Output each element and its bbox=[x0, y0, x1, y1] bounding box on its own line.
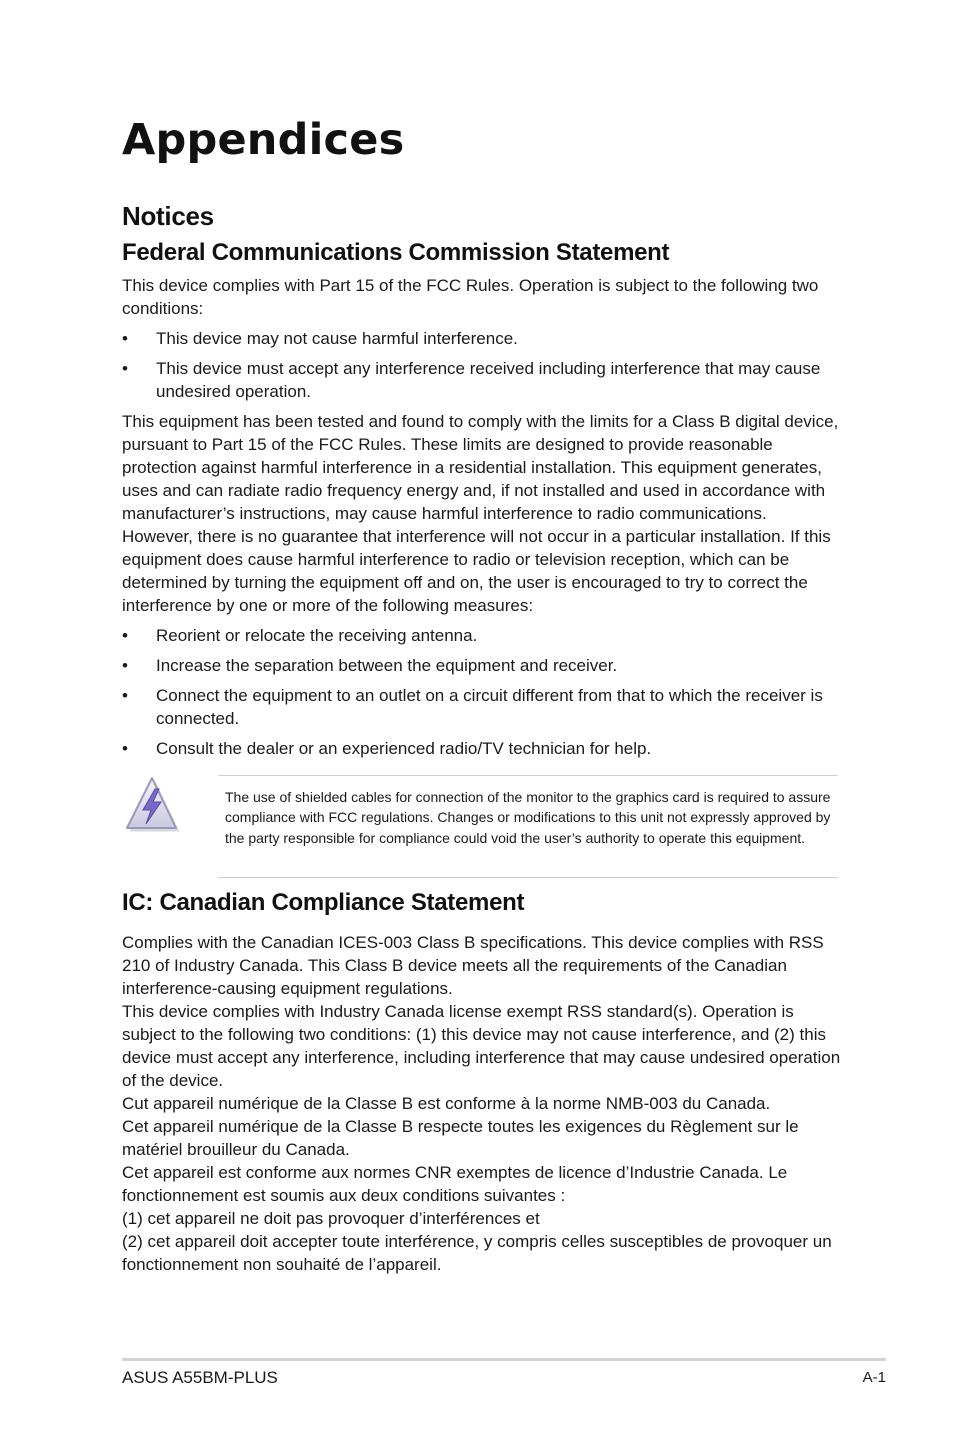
ic-paragraph: (2) cet appareil doit accepter toute interférence, y compris celles susceptibles de provoquer un fonctionnement non souhaité de l’appareil. bbox=[122, 1232, 832, 1274]
fcc-measure-text: Reorient or relocate the receiving antenna. bbox=[156, 626, 478, 645]
ic-paragraph: Complies with the Canadian ICES-003 Class B specifications. This device complies with RSS 210 of Industry Canada. This Class B device meets all the requirements of the Canadian interference-causing equipment regulations. bbox=[122, 933, 824, 998]
fcc-measure-text: Increase the separation between the equipment and receiver. bbox=[156, 656, 618, 675]
bullet-glyph: • bbox=[122, 739, 128, 758]
fcc-body: This equipment has been tested and found to comply with the limits for a Class B digital device, pursuant to Part 15 of the FCC Rules. These limits are designed to provide reasonable protection against harmful interference in a residential installation. This equipment generates, uses and can radiate radio frequency energy and, if not installed and used in accordance with manufacturer’s instructions, may cause harmful interference to radio communications. However, there is no guarantee that interference will not occur in a particular installation. If this equipment does cause harmful interference to radio or television reception, which can be determined by turning the equipment off and on, the user is encouraged to try to correct the interference by one or more of the following measures: bbox=[122, 412, 839, 615]
chapter-title: Appendices bbox=[122, 115, 405, 165]
ic-paragraph: This device complies with Industry Canada license exempt RSS standard(s). Operation is subject to the following two conditions: (1) this device may not cause interference, and (2) this device must accept any interference, including interference that may cause undesired operation of the device. bbox=[122, 1002, 841, 1090]
fcc-condition-text: This device must accept any interference received including interference that may cause undesired operation. bbox=[156, 359, 821, 401]
footer-divider bbox=[122, 1358, 886, 1361]
ic-paragraph: Cet appareil numérique de la Classe B respecte toutes les exigences du Règlement sur le matériel brouilleur du Canada. bbox=[122, 1117, 799, 1159]
ic-statement bbox=[122, 931, 842, 1276]
fcc-measure-text: Connect the equipment to an outlet on a circuit different from that to which the receiver is connected. bbox=[156, 686, 823, 728]
ic-paragraph: Cut appareil numérique de la Classe B est conforme à la norme NMB-003 du Canada. bbox=[122, 1094, 771, 1113]
bullet-glyph: • bbox=[122, 626, 128, 645]
footer-product-name: ASUS A55BM-PLUS bbox=[122, 1368, 278, 1387]
bullet-glyph: • bbox=[122, 359, 128, 378]
ic-paragraph: (1) cet appareil ne doit pas provoquer d’interférences et bbox=[122, 1209, 540, 1228]
fcc-condition-text: This device may not cause harmful interference. bbox=[156, 329, 518, 348]
note-text: The use of shielded cables for connection of the monitor to the graphics card is required to assure compliance with FCC regulations. Changes or modifications to this unit not expressly approved by the party responsible for compliance could void the user’s authority to operate this equipment. bbox=[225, 789, 831, 846]
bullet-glyph: • bbox=[122, 686, 128, 705]
note-box bbox=[218, 775, 838, 878]
fcc-measure-text: Consult the dealer or an experienced radio/TV technician for help. bbox=[156, 739, 652, 758]
bullet-glyph: • bbox=[122, 329, 128, 348]
bullet-glyph: • bbox=[122, 656, 128, 675]
fcc-heading: Federal Communications Commission Statement bbox=[122, 239, 670, 266]
ic-paragraph: Cet appareil est conforme aux normes CNR exemptes de licence d’Industrie Canada. Le fonctionnement est soumis aux deux conditions suivantes : bbox=[122, 1163, 788, 1205]
notices-heading: Notices bbox=[122, 201, 214, 231]
ic-heading: IC: Canadian Compliance Statement bbox=[122, 889, 525, 916]
fcc-intro: This device complies with Part 15 of the FCC Rules. Operation is subject to the following two conditions: bbox=[122, 276, 819, 318]
footer-page-number: A-1 bbox=[862, 1369, 886, 1386]
warning-lightning-icon bbox=[124, 774, 180, 834]
